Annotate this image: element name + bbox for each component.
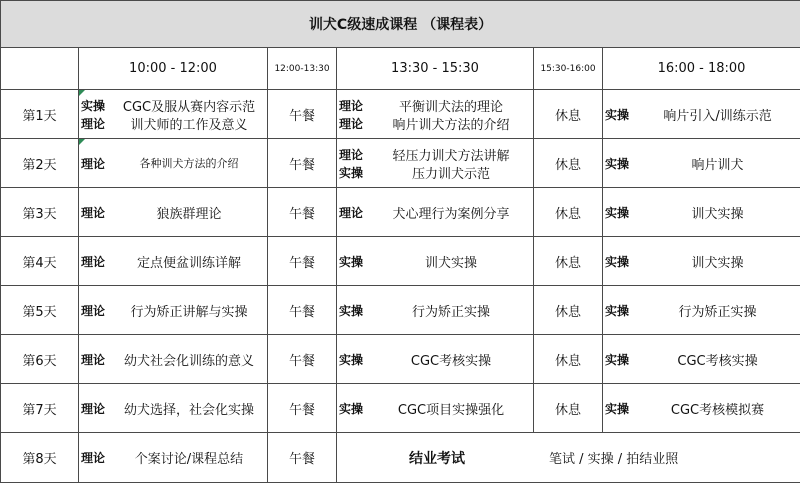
session-topic: CGC项目实操强化 [397, 402, 505, 418]
session-type-tag: 理论 [81, 352, 106, 367]
session-topic: CGC及服从赛内容示范 [122, 99, 256, 115]
afternoon-session [337, 237, 534, 286]
header-lunch: 12:00-13:30 [268, 48, 337, 90]
header-corner [1, 48, 79, 90]
lunch-cell: 午餐 [268, 335, 337, 384]
session-type-tag: 实操 [339, 165, 364, 180]
session-topic: 压力训犬示范 [411, 166, 490, 182]
table-row-day-3 [1, 188, 800, 237]
morning-session [79, 384, 268, 433]
session-topic: 行为矫正实操 [678, 304, 757, 320]
session-type-tag: 理论 [81, 116, 106, 131]
session-type-tag: 理论 [81, 451, 106, 465]
afternoon-session [337, 286, 534, 335]
day-label: 第5天 [1, 286, 79, 335]
day-label: 第1天 [1, 90, 79, 139]
session-type-tag: 理论 [339, 98, 364, 113]
afternoon-session [337, 139, 534, 188]
session-topic: 轻压力训犬方法讲解 [392, 148, 510, 164]
break-cell: 休息 [534, 139, 603, 188]
session-topic: 行为矫正实操 [411, 304, 490, 320]
session-type-tag: 理论 [81, 401, 106, 416]
session-topic: 平衡训犬法的理论 [398, 99, 503, 115]
morning-session [79, 286, 268, 335]
session-type-tag: 实操 [605, 107, 630, 122]
day-label: 第8天 [1, 433, 79, 483]
session-topic: CGC考核模拟赛 [670, 402, 765, 418]
day-label: 第3天 [1, 188, 79, 237]
evening-session [603, 90, 800, 139]
lunch-cell: 午餐 [268, 286, 337, 335]
day-label: 第4天 [1, 237, 79, 286]
session-type-tag: 实操 [605, 254, 630, 269]
session-type-tag: 实操 [81, 98, 106, 113]
final-exam-label: 结业考试 [409, 450, 465, 467]
lunch-cell: 午餐 [268, 384, 337, 433]
break-cell: 休息 [534, 384, 603, 433]
break-cell: 休息 [534, 188, 603, 237]
afternoon-session [337, 335, 534, 384]
session-type-tag: 实操 [339, 401, 364, 416]
afternoon-session [337, 384, 534, 433]
evening-session [603, 237, 800, 286]
evening-session [603, 188, 800, 237]
session-type-tag: 实操 [605, 156, 630, 171]
day-label: 第7天 [1, 384, 79, 433]
session-type-tag: 理论 [339, 147, 364, 162]
table-row-day-2 [1, 139, 800, 188]
header-morning: 10:00 - 12:00 [79, 48, 268, 90]
session-type-tag: 实操 [339, 352, 364, 367]
session-type-tag: 理论 [339, 205, 364, 220]
session-topic: 行为矫正讲解与实操 [130, 304, 248, 320]
table-row-day-6 [1, 335, 800, 384]
session-topic: 训犬实操 [691, 255, 744, 271]
session-type-tag: 实操 [605, 401, 630, 416]
lunch-cell: 午餐 [268, 139, 337, 188]
lunch-cell: 午餐 [268, 90, 337, 139]
session-topic: 训犬实操 [691, 206, 744, 222]
break-cell: 休息 [534, 237, 603, 286]
break-cell: 休息 [534, 90, 603, 139]
final-exam-cell [337, 433, 800, 483]
session-type-tag: 实操 [339, 254, 364, 269]
session-topic: 幼犬选择，社会化实操 [123, 402, 254, 418]
morning-session [79, 335, 268, 384]
morning-session [79, 139, 268, 188]
lunch-cell: 午餐 [268, 188, 337, 237]
morning-session [79, 433, 268, 483]
session-type-tag: 实操 [605, 352, 630, 367]
session-type-tag: 实操 [605, 303, 630, 318]
header-evening: 16:00 - 18:00 [603, 48, 800, 90]
evening-session [603, 139, 800, 188]
break-cell: 休息 [534, 286, 603, 335]
session-type-tag: 理论 [81, 303, 106, 318]
session-topic: 狼族群理论 [156, 206, 222, 222]
header-afternoon: 13:30 - 15:30 [337, 48, 534, 90]
morning-session [79, 188, 268, 237]
session-topic: 各种训犬方法的介绍 [139, 157, 239, 170]
lunch-cell: 午餐 [268, 237, 337, 286]
session-topic: 定点便盆训练详解 [136, 255, 241, 271]
session-topic: 训犬师的工作及意义 [130, 117, 248, 133]
session-type-tag: 实操 [605, 205, 630, 220]
table-row-day-5 [1, 286, 800, 335]
afternoon-session [337, 90, 534, 139]
session-topic: 响片引入/训练示范 [663, 108, 772, 124]
session-topic: 响片训犬 [691, 157, 744, 173]
afternoon-session [337, 188, 534, 237]
session-type-tag: 理论 [81, 205, 106, 220]
session-topic: 训犬实操 [424, 255, 477, 271]
session-topic: CGC考核实操 [410, 353, 492, 369]
break-cell: 休息 [534, 335, 603, 384]
morning-session [79, 90, 268, 139]
session-type-tag: 理论 [81, 156, 106, 171]
page-title: 训犬C级速成课程 （课程表） [1, 1, 800, 48]
header-row [1, 48, 800, 90]
day-label: 第6天 [1, 335, 79, 384]
table-row-day-4 [1, 237, 800, 286]
evening-session [603, 384, 800, 433]
evening-session [603, 335, 800, 384]
morning-session [79, 237, 268, 286]
session-type-tag: 理论 [81, 254, 106, 269]
table-row-day-7 [1, 384, 800, 433]
session-topic: 犬心理行为案例分享 [392, 206, 510, 222]
header-break: 15:30-16:00 [534, 48, 603, 90]
evening-session [603, 286, 800, 335]
session-topic: 响片训犬方法的介绍 [392, 117, 510, 133]
session-topic: 个案讨论/课程总结 [134, 452, 244, 467]
session-type-tag: 理论 [339, 116, 364, 131]
table-row-day-1 [1, 90, 800, 139]
session-topic: CGC考核实操 [677, 353, 758, 369]
day-label: 第2天 [1, 139, 79, 188]
table-row-day-8 [1, 433, 800, 483]
final-exam-detail: 笔试 / 实操 / 拍结业照 [549, 452, 679, 467]
session-topic: 幼犬社会化训练的意义 [123, 353, 254, 369]
session-type-tag: 实操 [339, 303, 364, 318]
lunch-cell: 午餐 [268, 433, 337, 483]
